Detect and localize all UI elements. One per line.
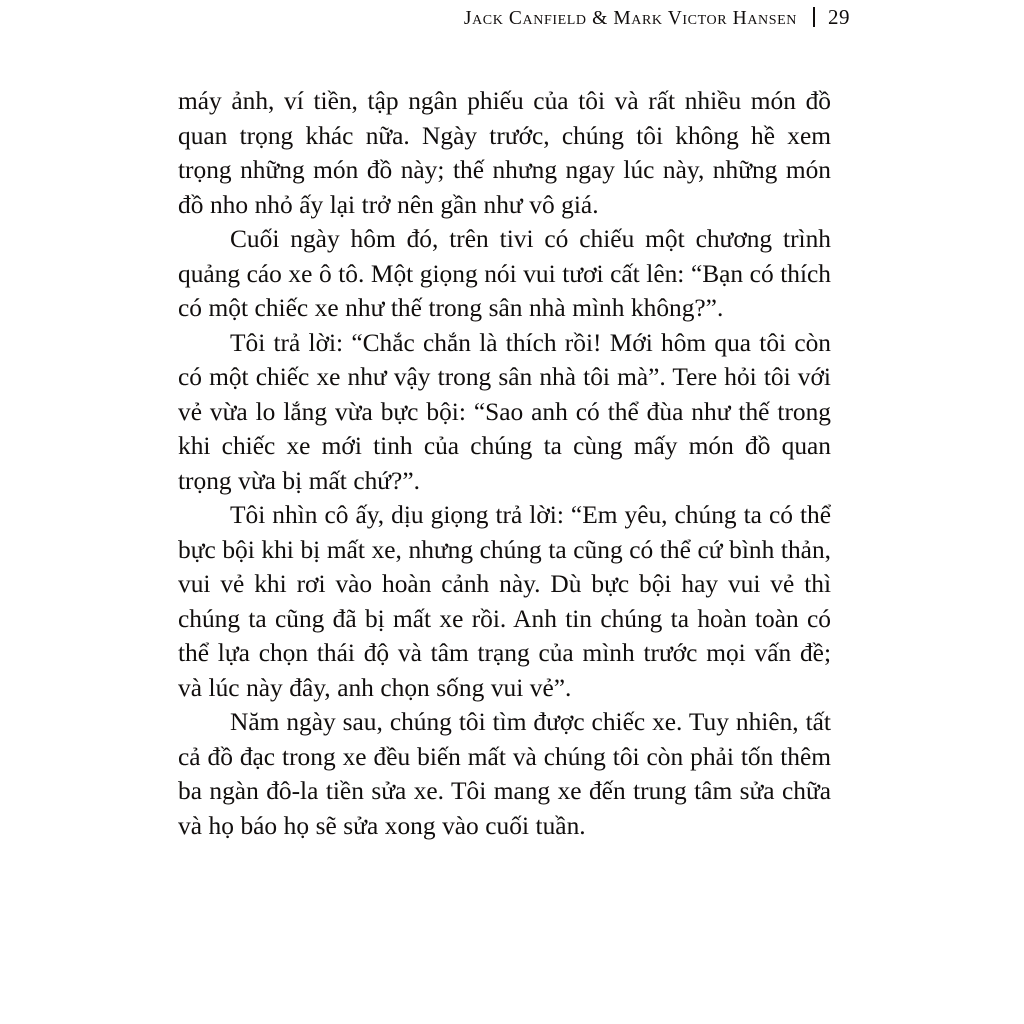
running-head	[178, 4, 850, 30]
running-head-authors: Jack Canfield & Mark Victor Hansen	[463, 8, 797, 29]
paragraph-4: Tôi nhìn cô ấy, dịu giọng trả lời: “Em yêu, chúng ta có thể bực bội khi bị mất xe, nhưng chúng ta cũng có thể cứ bình thản, vui vẻ khi rơi vào hoàn cảnh này. Dù bực bội hay vui vẻ thì chúng ta cũng đã bị mất xe rồi. Anh tin chúng ta hoàn toàn có thể lựa chọn thái độ và tâm trạng của mình trước mọi vấn đề; và lúc này đây, anh chọn sống vui vẻ”.	[178, 501, 831, 702]
body-text	[178, 84, 831, 843]
paragraph-3: Tôi trả lời: “Chắc chắn là thích rồi! Mới hôm qua tôi còn có một chiếc xe như vậy trong sân nhà tôi mà”. Tere hỏi tôi với vẻ vừa lo lắng vừa bực bội: “Sao anh có thể đùa như thế trong khi chiếc xe mới tinh của chúng ta cùng mấy món đồ quan trọng vừa bị mất chứ?”.	[178, 328, 831, 495]
page-number: 29	[828, 5, 850, 29]
paragraph-1: máy ảnh, ví tiền, tập ngân phiếu của tôi và rất nhiều món đồ quan trọng khác nữa. Ngày trước, chúng tôi không hề xem trọng những món đồ này; thế nhưng ngay lúc này, những món đồ nho nhỏ ấy lại trở nên gần như vô giá.	[178, 87, 831, 219]
paragraph-2: Cuối ngày hôm đó, trên tivi có chiếu một chương trình quảng cáo xe ô tô. Một giọng nói vui tươi cất lên: “Bạn có thích có một chiếc xe như thế trong sân nhà mình không?”.	[178, 225, 831, 322]
paragraph-5: Năm ngày sau, chúng tôi tìm được chiếc xe. Tuy nhiên, tất cả đồ đạc trong xe đều biến mất và chúng tôi còn phải tốn thêm ba ngàn đô-la tiền sửa xe. Tôi mang xe đến trung tâm sửa chữa và họ báo họ sẽ sửa xong vào cuối tuần.	[178, 708, 831, 840]
running-head-divider	[813, 7, 815, 27]
